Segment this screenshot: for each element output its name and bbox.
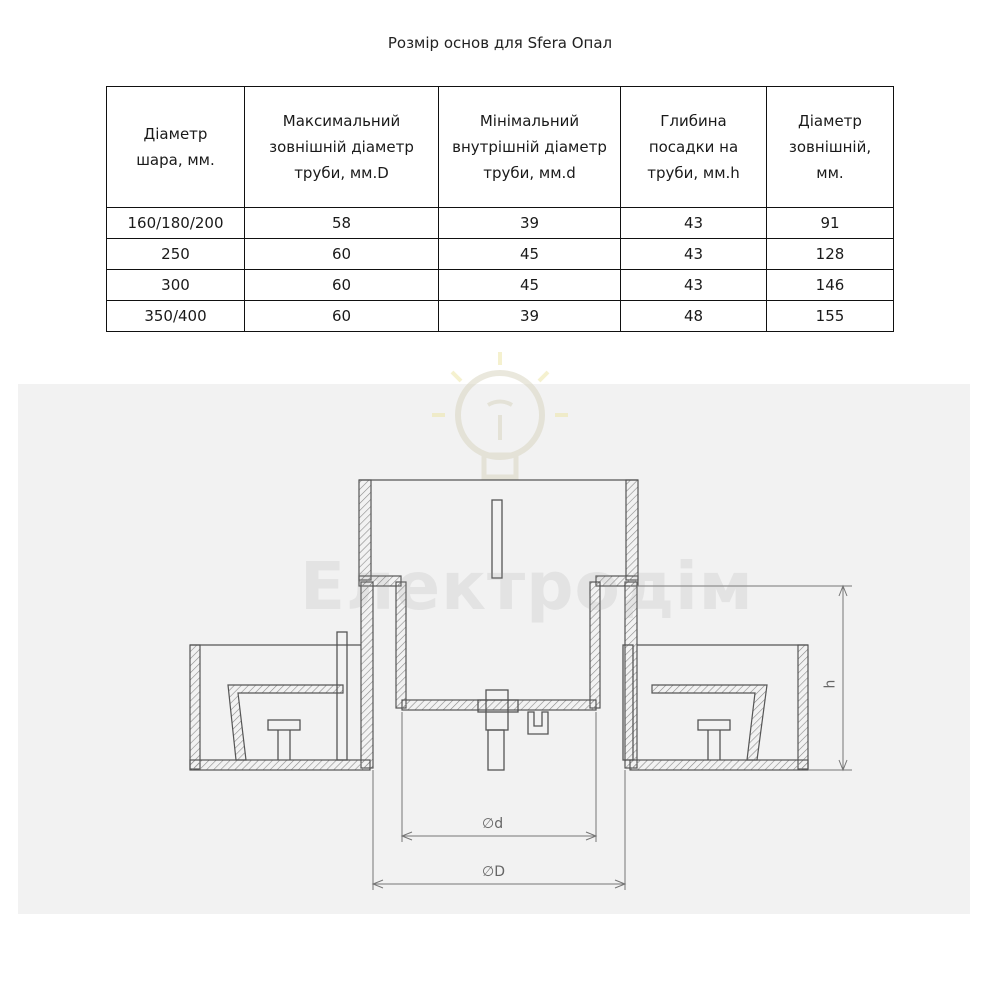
- hatched-walls: [190, 480, 808, 770]
- table-cell: 350/400: [107, 301, 245, 332]
- outline-lines: [190, 480, 808, 770]
- watermark-text: Електродім: [300, 548, 754, 625]
- table-cell: 43: [621, 239, 767, 270]
- table-cell: 250: [107, 239, 245, 270]
- header-outer-diameter: Діаметр зовнішній, мм.: [767, 87, 894, 208]
- table-cell: 60: [245, 270, 439, 301]
- header-pipe-depth: Глибина посадки на труби, мм.h: [621, 87, 767, 208]
- table-cell: 45: [439, 239, 621, 270]
- table-cell: 39: [439, 208, 621, 239]
- dimension-label-D: ∅D: [482, 864, 505, 880]
- table-cell: 91: [767, 208, 894, 239]
- table-cell: 300: [107, 270, 245, 301]
- table-cell: 60: [245, 239, 439, 270]
- page-title: Розмір основ для Sfera Опал: [387, 34, 613, 52]
- header-max-outer-pipe-diameter: Максимальний зовнішній діаметр труби, мм.D: [245, 87, 439, 208]
- dimension-lines: [373, 586, 852, 890]
- table-cell: 39: [439, 301, 621, 332]
- table-cell: 58: [245, 208, 439, 239]
- lightbulb-watermark-icon: [432, 352, 568, 477]
- table-cell: 45: [439, 270, 621, 301]
- table-cell: 60: [245, 301, 439, 332]
- table-cell: 48: [621, 301, 767, 332]
- table-cell: 160/180/200: [107, 208, 245, 239]
- dimension-label-d: ∅d: [482, 816, 504, 832]
- table-cell: 43: [621, 208, 767, 239]
- table-cell: 155: [767, 301, 894, 332]
- table-cell: 128: [767, 239, 894, 270]
- table-cell: 146: [767, 270, 894, 301]
- table-cell: 43: [621, 270, 767, 301]
- dimension-label-h: h: [822, 679, 839, 689]
- header-min-inner-pipe-diameter: Мінімальний внутрішній діаметр труби, мм.d: [439, 87, 621, 208]
- header-ball-diameter: Діаметр шара, мм.: [107, 87, 245, 208]
